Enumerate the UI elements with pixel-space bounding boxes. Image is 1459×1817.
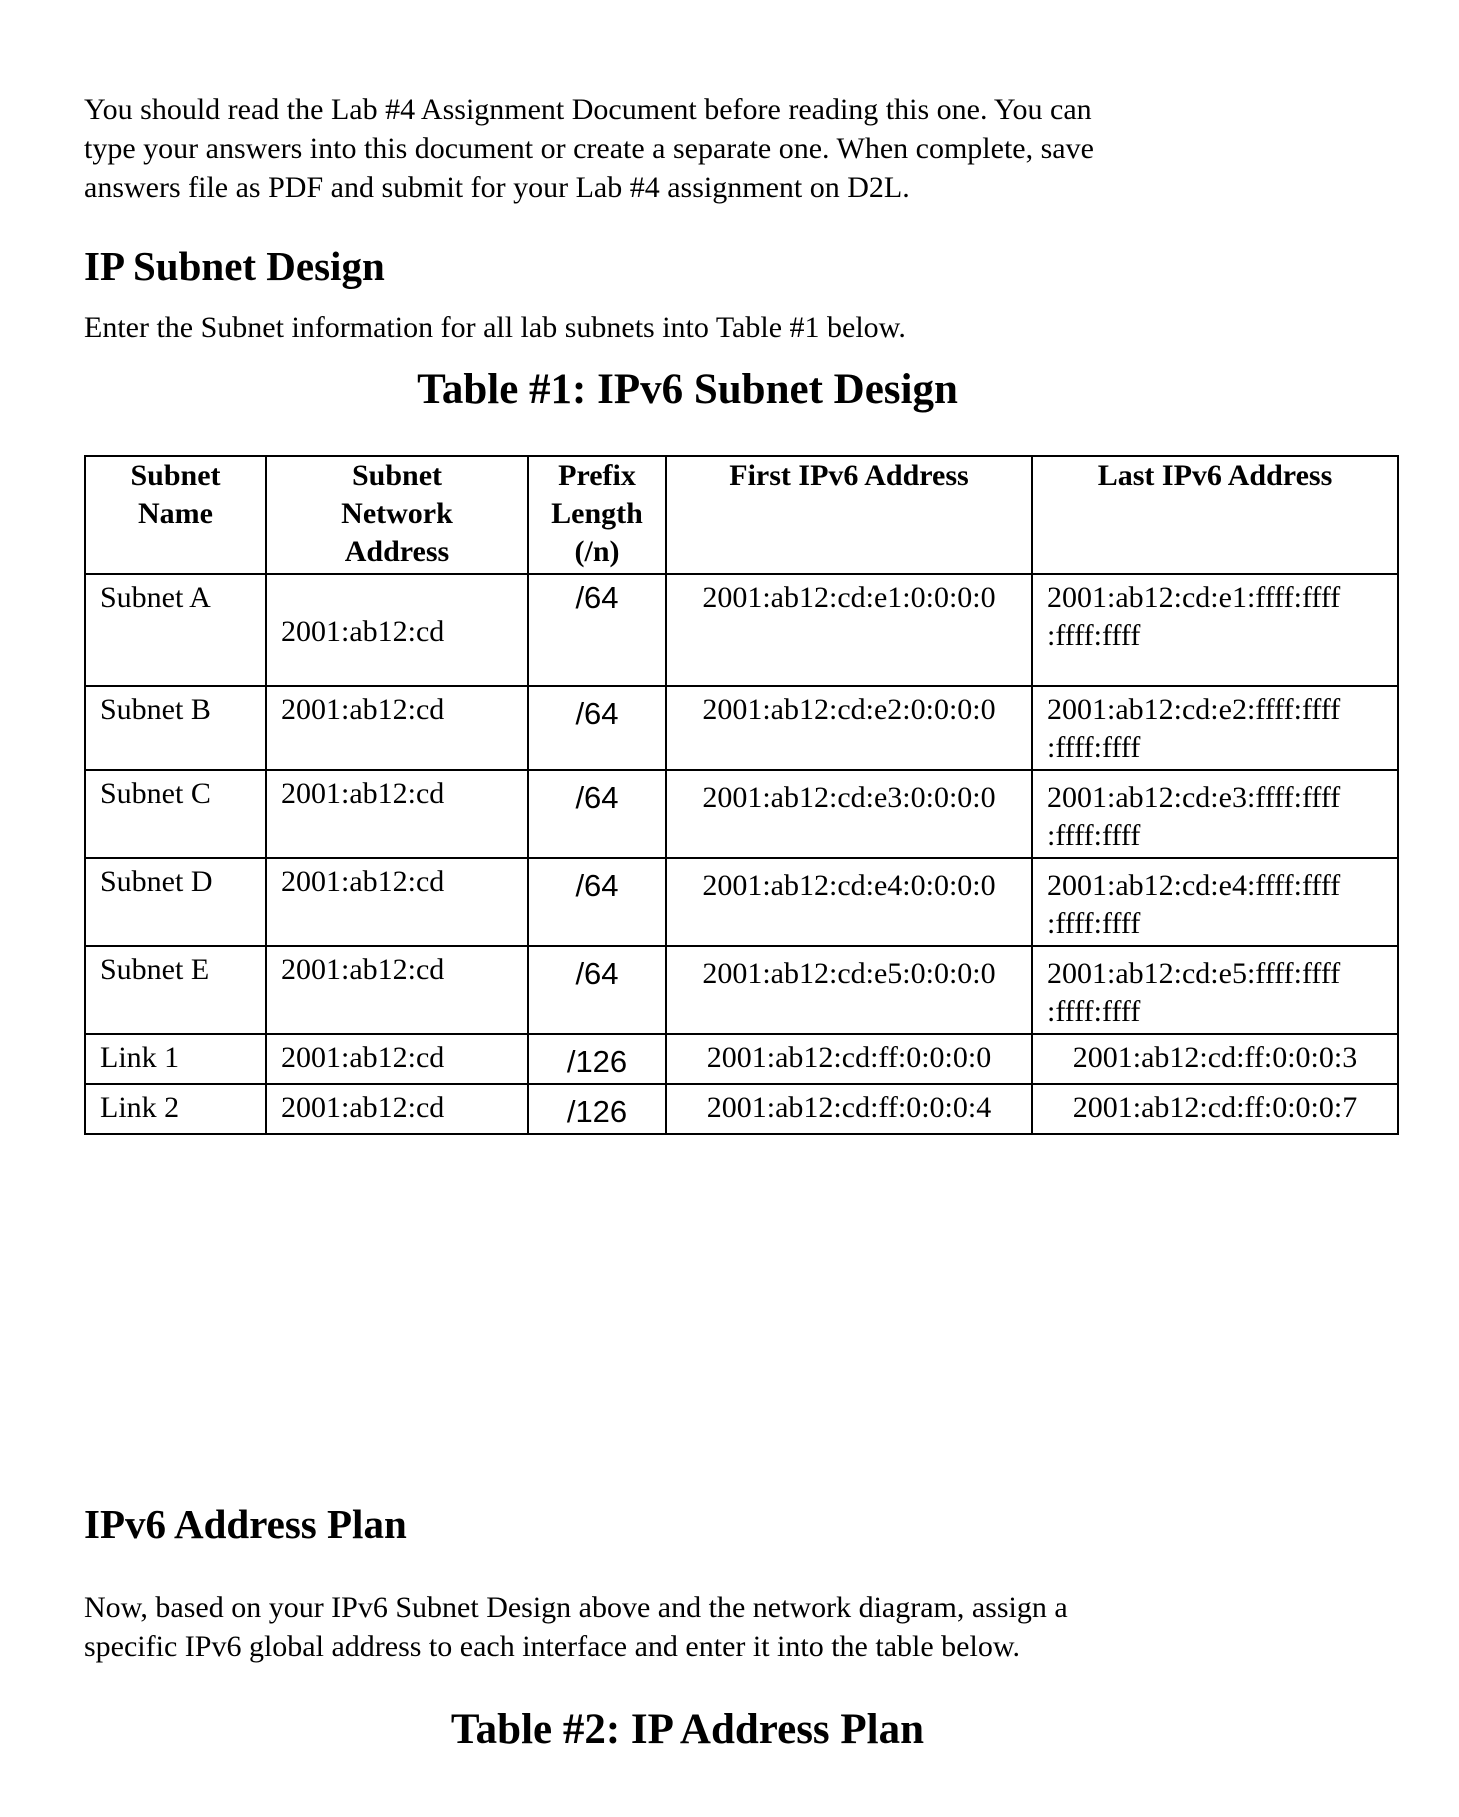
- address-plan-line: Now, based on your IPv6 Subnet Design above and the network diagram, assign a: [84, 1591, 1068, 1624]
- table-row: [85, 686, 1398, 770]
- first-address-cell: 2001:ab12:cd:e4:0:0:0:0: [666, 858, 1032, 946]
- header-prefix-length: Prefix Length (/n): [528, 456, 666, 574]
- intro-line: answers file as PDF and submit for your Lab #4 assignment on D2L.: [84, 171, 910, 204]
- address-plan-line: specific IPv6 global address to each interface and enter it into the table below.: [84, 1630, 1021, 1663]
- prefix-cell: /126: [528, 1084, 666, 1134]
- last-address-cell: 2001:ab12:cd:ff:0:0:0:7: [1032, 1084, 1398, 1134]
- table-row: [85, 858, 1398, 946]
- subnet-name-cell: Subnet E: [85, 946, 266, 1034]
- first-address-cell: 2001:ab12:cd:ff:0:0:0:0: [666, 1034, 1032, 1084]
- intro-line: type your answers into this document or create a separate one. When complete, save: [84, 132, 1094, 165]
- subnet-name-cell: Subnet D: [85, 858, 266, 946]
- prefix-cell: /64: [528, 858, 666, 946]
- header-subnet-name: Subnet Name: [85, 456, 266, 574]
- network-address-cell: 2001:ab12:cd: [266, 946, 528, 1034]
- table2-title: Table #2: IP Address Plan: [450, 1706, 925, 1753]
- header-first-address: First IPv6 Address: [666, 456, 1032, 574]
- last-address-cell: 2001:ab12:cd:e4:ffff:ffff :ffff:ffff: [1032, 858, 1398, 946]
- last-address-cell: 2001:ab12:cd:e2:ffff:ffff :ffff:ffff: [1032, 686, 1398, 770]
- network-address-cell: 2001:ab12:cd: [266, 574, 528, 686]
- first-address-cell: 2001:ab12:cd:e1:0:0:0:0: [666, 574, 1032, 686]
- intro-paragraph: [84, 90, 1284, 207]
- table-row: [85, 1034, 1398, 1084]
- network-address-cell: 2001:ab12:cd: [266, 858, 528, 946]
- prefix-cell: /64: [528, 574, 666, 686]
- intro-line: You should read the Lab #4 Assignment Document before reading this one. You can: [84, 93, 1092, 126]
- subnet-name-cell: Link 1: [85, 1034, 266, 1084]
- first-address-cell: 2001:ab12:cd:e5:0:0:0:0: [666, 946, 1032, 1034]
- table-row: [85, 770, 1398, 858]
- subnet-name-cell: Subnet C: [85, 770, 266, 858]
- last-address-cell: 2001:ab12:cd:e3:ffff:ffff :ffff:ffff: [1032, 770, 1398, 858]
- subnet-name-cell: Subnet B: [85, 686, 266, 770]
- first-address-cell: 2001:ab12:cd:ff:0:0:0:4: [666, 1084, 1032, 1134]
- network-address-cell: 2001:ab12:cd: [266, 770, 528, 858]
- network-address-cell: 2001:ab12:cd: [266, 686, 528, 770]
- table-header-row: [85, 456, 1398, 574]
- first-address-cell: 2001:ab12:cd:e2:0:0:0:0: [666, 686, 1032, 770]
- subnet-name-cell: Link 2: [85, 1084, 266, 1134]
- section-heading-subnet-design: IP Subnet Design: [84, 243, 385, 289]
- section-heading-address-plan: IPv6 Address Plan: [84, 1501, 407, 1547]
- network-address-cell: 2001:ab12:cd: [266, 1034, 528, 1084]
- table-row: [85, 574, 1398, 686]
- last-address-cell: 2001:ab12:cd:e5:ffff:ffff :ffff:ffff: [1032, 946, 1398, 1034]
- subnet-design-table: [84, 455, 1399, 1135]
- last-address-cell: 2001:ab12:cd:ff:0:0:0:3: [1032, 1034, 1398, 1084]
- first-address-cell: 2001:ab12:cd:e3:0:0:0:0: [666, 770, 1032, 858]
- prefix-cell: /64: [528, 770, 666, 858]
- prefix-cell: /126: [528, 1034, 666, 1084]
- subnet-name-cell: Subnet A: [85, 574, 266, 686]
- prefix-cell: /64: [528, 686, 666, 770]
- table-row: [85, 946, 1398, 1034]
- last-address-cell: 2001:ab12:cd:e1:ffff:ffff :ffff:ffff: [1032, 574, 1398, 686]
- header-network-address: Subnet Network Address: [266, 456, 528, 574]
- prefix-cell: /64: [528, 946, 666, 1034]
- subnet-instruction: Enter the Subnet information for all lab subnets into Table #1 below.: [84, 311, 906, 344]
- header-last-address: Last IPv6 Address: [1032, 456, 1398, 574]
- network-address-cell: 2001:ab12:cd: [266, 1084, 528, 1134]
- table1-title: Table #1: IPv6 Subnet Design: [417, 366, 958, 413]
- table-row: [85, 1084, 1398, 1134]
